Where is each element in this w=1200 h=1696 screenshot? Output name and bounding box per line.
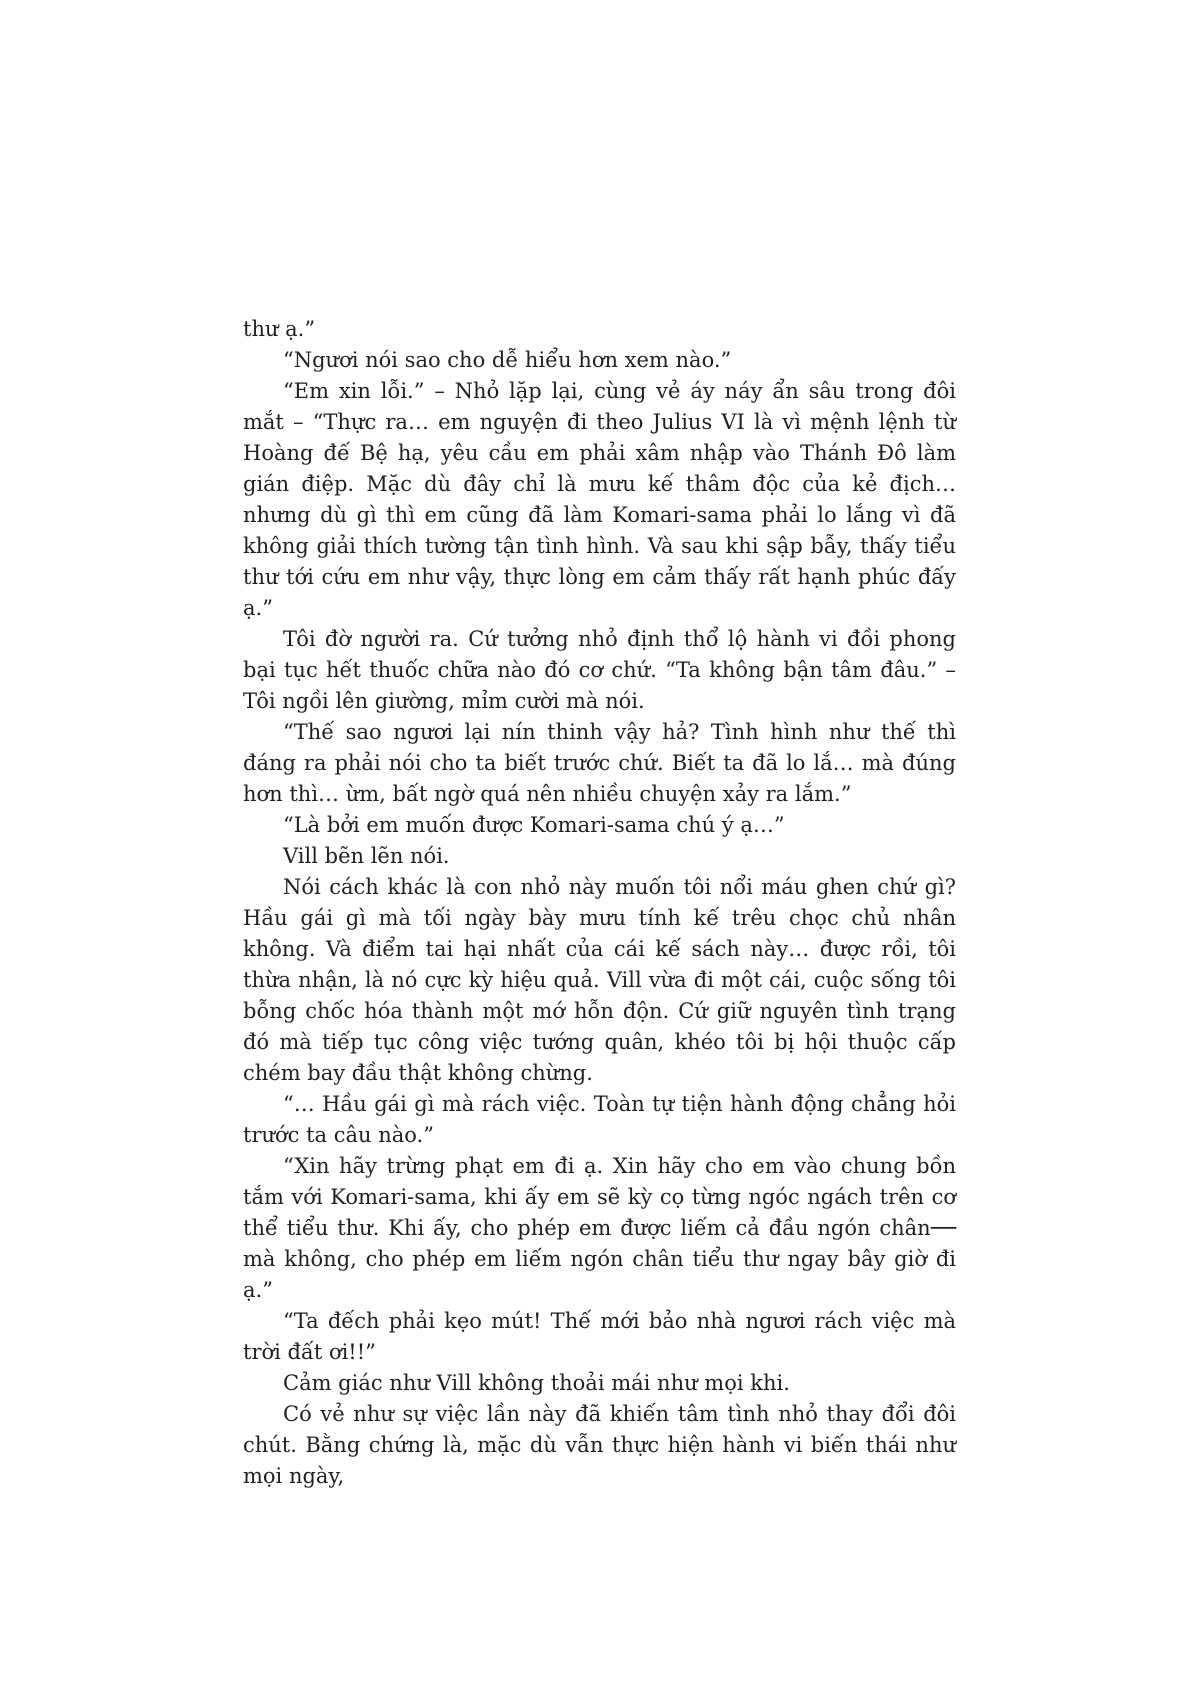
paragraph: Vill bẽn lẽn nói. xyxy=(283,844,450,868)
paragraph: Cảm giác như Vill không thoải mái như mọi khi. xyxy=(283,1371,790,1395)
paragraph: Tôi đờ người ra. Cứ tưởng nhỏ định thổ lộ hành vi đồi phong bại tục hết thuốc chữa nào đó cơ chứ. “Ta không bận tâm đâu.” – Tôi ngồi lên giường, mỉm cười mà nói. xyxy=(243,627,956,713)
paragraph: “Ngươi nói sao cho dễ hiểu hơn xem nào.” xyxy=(283,348,732,372)
paragraph: “Là bởi em muốn được Komari-sama chú ý ạ…” xyxy=(283,813,785,837)
paragraph-continuation: thư ạ.” xyxy=(243,317,316,341)
paragraph: “Em xin lỗi.” – Nhỏ lặp lại, cùng vẻ áy náy ẩn sâu trong đôi mắt – “Thực ra… em nguyện đi theo Julius VI là vì mệnh lệnh từ Hoàng đế Bệ hạ, yêu cầu em phải xâm nhập vào Thánh Đô làm gián điệp. Mặc dù đây chỉ là mưu kế thâm độc của kẻ địch… nhưng dù gì thì em cũng đã làm Komari-sama phải lo lắng vì đã không giải thích tường tận tình hình. Và sau khi sập bẫy, thấy tiểu thư tới cứu em như vậy, thực lòng em cảm thấy rất hạnh phúc đấy ạ.” xyxy=(243,379,956,620)
paragraph: Nói cách khác là con nhỏ này muốn tôi nổi máu ghen chứ gì? Hầu gái gì mà tối ngày bày mưu tính kế trêu chọc chủ nhân không. Và điểm tai hại nhất của cái kế sách này… được rồi, tôi thừa nhận, là nó cực kỳ hiệu quả. Vill vừa đi một cái, cuộc sống tôi bỗng chốc hóa thành một mớ hỗn độn. Cứ giữ nguyên tình trạng đó mà tiếp tục công việc tướng quân, khéo tôi bị hội thuộc cấp chém bay đầu thật không chừng. xyxy=(243,875,956,1085)
paragraph: Có vẻ như sự việc lần này đã khiến tâm tình nhỏ thay đổi đôi chút. Bằng chứng là, mặc dù vẫn thực hiện hành vi biến thái như mọi ngày, xyxy=(243,1402,956,1488)
page-text xyxy=(243,314,956,1492)
paragraph: “Xin hãy trừng phạt em đi ạ. Xin hãy cho em vào chung bồn tắm với Komari-sama, khi ấy em sẽ kỳ cọ từng ngóc ngách trên cơ thể tiểu thư. Khi ấy, cho phép em được liếm cả đầu ngón chân── mà không, cho phép em liếm ngón chân tiểu thư ngay bây giờ đi ạ.” xyxy=(243,1154,956,1302)
paragraph: “… Hầu gái gì mà rách việc. Toàn tự tiện hành động chẳng hỏi trước ta câu nào.” xyxy=(243,1092,956,1147)
paragraph: “Ta đếch phải kẹo mút! Thế mới bảo nhà ngươi rách việc mà trời đất ơi!!” xyxy=(243,1309,956,1364)
paragraph: “Thế sao ngươi lại nín thinh vậy hả? Tình hình như thế thì đáng ra phải nói cho ta biết trước chứ. Biết ta đã lo lắ… mà đúng hơn thì… ừm, bất ngờ quá nên nhiều chuyện xảy ra lắm.” xyxy=(243,720,956,806)
